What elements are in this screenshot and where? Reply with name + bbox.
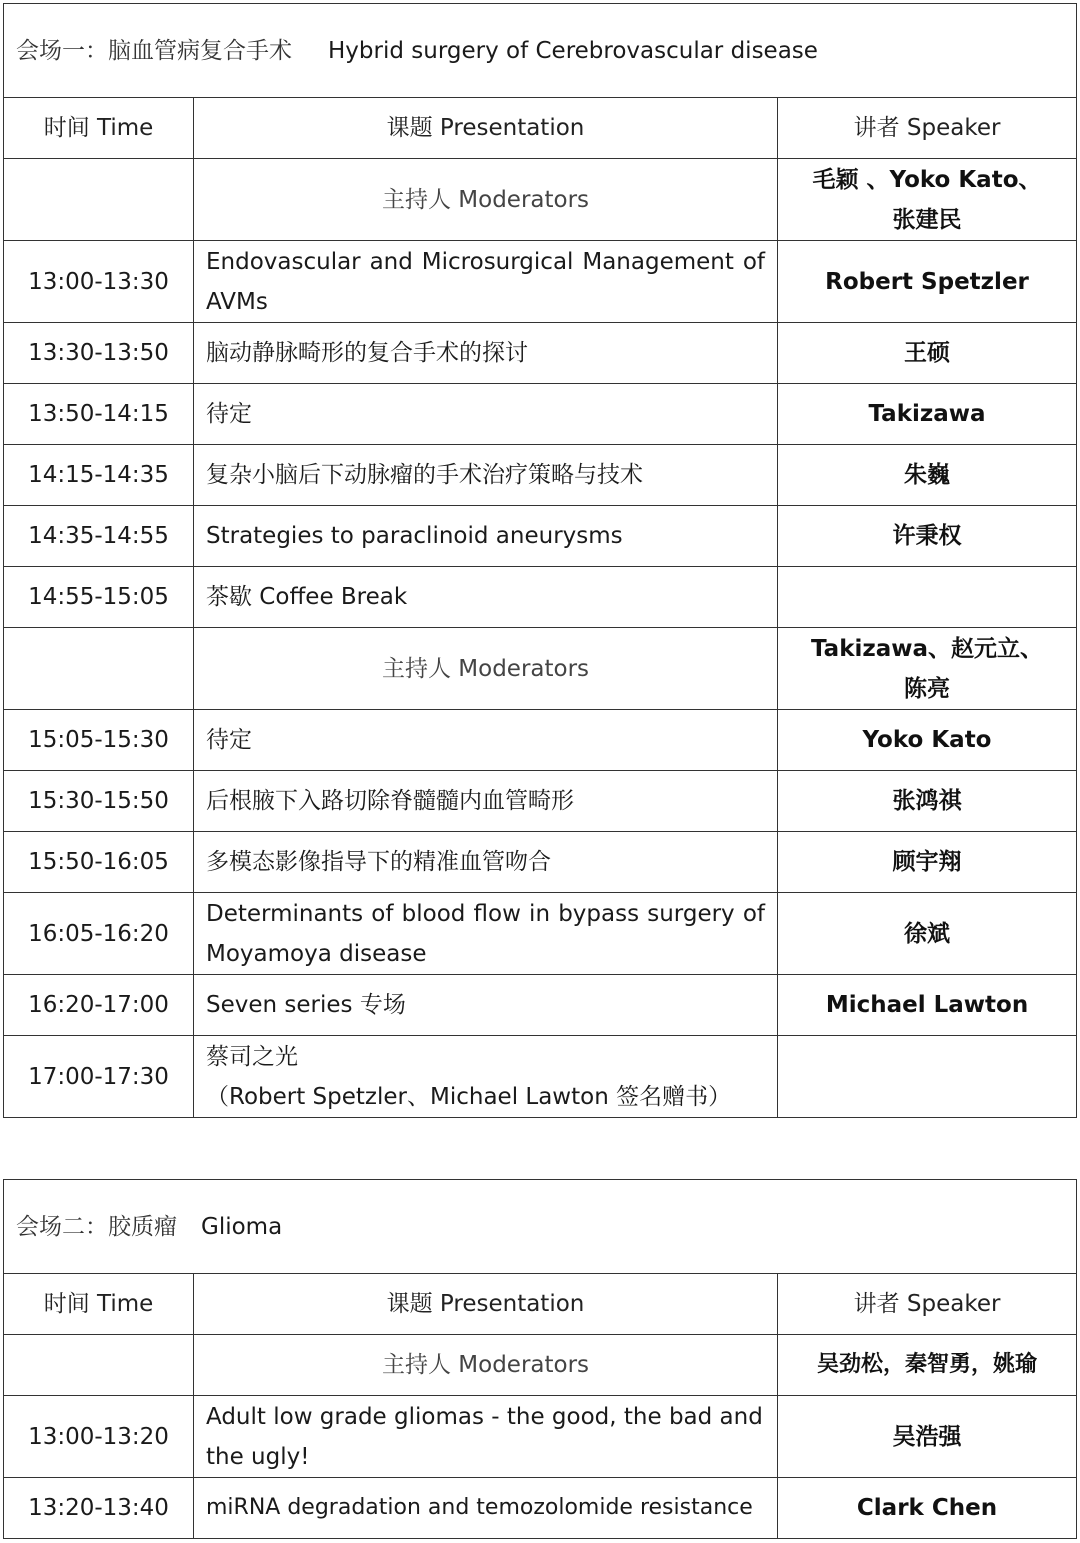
speaker-cell: 徐斌: [778, 893, 1077, 975]
moderators-label: 主持人 Moderators: [194, 1335, 778, 1396]
speaker-line: Takizawa、赵元立、: [810, 635, 1044, 662]
table-row: [4, 771, 1077, 832]
session-title-zh: 会场二：胶质瘤: [16, 1213, 177, 1240]
topic-line: Adult low grade gliomas - the good, the bad and: [206, 1403, 763, 1430]
table-row: [4, 1478, 1077, 1539]
session-title-en: Glioma: [201, 1213, 283, 1240]
speaker-cell: Takizawa: [778, 384, 1077, 445]
topic-line: （Robert Spetzler、Michael Lawton 签名赠书）: [206, 1083, 732, 1110]
topic-line: Endovascular and Microsurgical Management of: [206, 248, 765, 275]
table-row: [4, 1036, 1077, 1118]
time-cell: 14:55-15:05: [4, 567, 194, 628]
topic-line: 蔡司之光: [206, 1043, 298, 1070]
speaker-cell: 顾宇翔: [778, 832, 1077, 893]
topic-cell: 复杂小脑后下动脉瘤的手术治疗策略与技术: [194, 445, 778, 506]
time-cell: 16:05-16:20: [4, 893, 194, 975]
speaker-cell: [778, 567, 1077, 628]
time-cell: 15:05-15:30: [4, 710, 194, 771]
time-cell: 16:20-17:00: [4, 975, 194, 1036]
session-title: [4, 1180, 1077, 1274]
topic-cell: 待定: [194, 384, 778, 445]
speaker-cell: Yoko Kato: [778, 710, 1077, 771]
speaker-cell: 张鸿祺: [778, 771, 1077, 832]
time-cell: 14:35-14:55: [4, 506, 194, 567]
table-row: [4, 445, 1077, 506]
time-cell: [4, 628, 194, 710]
table-row: [4, 832, 1077, 893]
header-presentation: 课题 Presentation: [194, 98, 778, 159]
session-title: [4, 4, 1077, 98]
topic-line: Determinants of blood flow in bypass surgery of: [206, 900, 765, 927]
moderators-names: [778, 628, 1077, 710]
table-row: [4, 975, 1077, 1036]
table-row: [4, 241, 1077, 323]
topic-cell: Seven series 专场: [194, 975, 778, 1036]
topic-line: AVMs: [206, 288, 268, 315]
table-row: [4, 506, 1077, 567]
header-speaker: 讲者 Speaker: [778, 1274, 1077, 1335]
moderator-row: [4, 628, 1077, 710]
speaker-cell: [778, 1036, 1077, 1118]
table-row: [4, 567, 1077, 628]
topic-cell: miRNA degradation and temozolomide resistance: [194, 1478, 778, 1539]
time-cell: 15:50-16:05: [4, 832, 194, 893]
speaker-cell: Robert Spetzler: [778, 241, 1077, 323]
topic-cell: Strategies to paraclinoid aneurysms: [194, 506, 778, 567]
table-row: [4, 710, 1077, 771]
time-cell: 17:00-17:30: [4, 1036, 194, 1118]
speaker-cell: 许秉权: [778, 506, 1077, 567]
moderators-label: 主持人 Moderators: [194, 159, 778, 241]
time-cell: 13:00-13:20: [4, 1396, 194, 1478]
time-cell: 13:00-13:30: [4, 241, 194, 323]
speaker-line: 陈亮: [904, 675, 950, 702]
topic-cell: 脑动静脉畸形的复合手术的探讨: [194, 323, 778, 384]
topic-line: Moyamoya disease: [206, 940, 427, 967]
time-cell: 13:20-13:40: [4, 1478, 194, 1539]
time-cell: 14:15-14:35: [4, 445, 194, 506]
topic-cell: 茶歇 Coffee Break: [194, 567, 778, 628]
table-row: [4, 384, 1077, 445]
speaker-cell: 王硕: [778, 323, 1077, 384]
time-cell: [4, 159, 194, 241]
topic-cell: 待定: [194, 710, 778, 771]
session-title-en: Hybrid surgery of Cerebrovascular disease: [328, 37, 818, 64]
session-title-zh: 会场一：脑血管病复合手术: [16, 37, 292, 64]
speaker-cell: Michael Lawton: [778, 975, 1077, 1036]
table-row: [4, 323, 1077, 384]
moderators-label: 主持人 Moderators: [194, 628, 778, 710]
header-time: 时间 Time: [4, 98, 194, 159]
speaker-cell: 吴浩强: [778, 1396, 1077, 1478]
header-time: 时间 Time: [4, 1274, 194, 1335]
moderators-names: 吴劲松，秦智勇，姚瑜: [778, 1335, 1077, 1396]
speaker-cell: 朱巍: [778, 445, 1077, 506]
session-2-table: [3, 1179, 1077, 1539]
topic-line: the ugly!: [206, 1443, 310, 1470]
time-cell: 13:50-14:15: [4, 384, 194, 445]
speaker-cell: Clark Chen: [778, 1478, 1077, 1539]
moderators-names: [778, 159, 1077, 241]
session-1-table: [3, 3, 1077, 1118]
topic-cell: [194, 1396, 778, 1478]
table-row: [4, 1396, 1077, 1478]
table-row: [4, 893, 1077, 975]
topic-cell: 多模态影像指导下的精准血管吻合: [194, 832, 778, 893]
speaker-line: 张建民: [892, 206, 962, 233]
topic-cell: [194, 893, 778, 975]
topic-cell: [194, 241, 778, 323]
topic-cell: [194, 1036, 778, 1118]
header-speaker: 讲者 Speaker: [778, 98, 1077, 159]
time-cell: [4, 1335, 194, 1396]
time-cell: 15:30-15:50: [4, 771, 194, 832]
moderator-row: [4, 159, 1077, 241]
header-presentation: 课题 Presentation: [194, 1274, 778, 1335]
speaker-line: 毛颖 、Yoko Kato、: [812, 166, 1042, 193]
topic-cell: 后根腋下入路切除脊髓髓内血管畸形: [194, 771, 778, 832]
moderator-row: [4, 1335, 1077, 1396]
time-cell: 13:30-13:50: [4, 323, 194, 384]
